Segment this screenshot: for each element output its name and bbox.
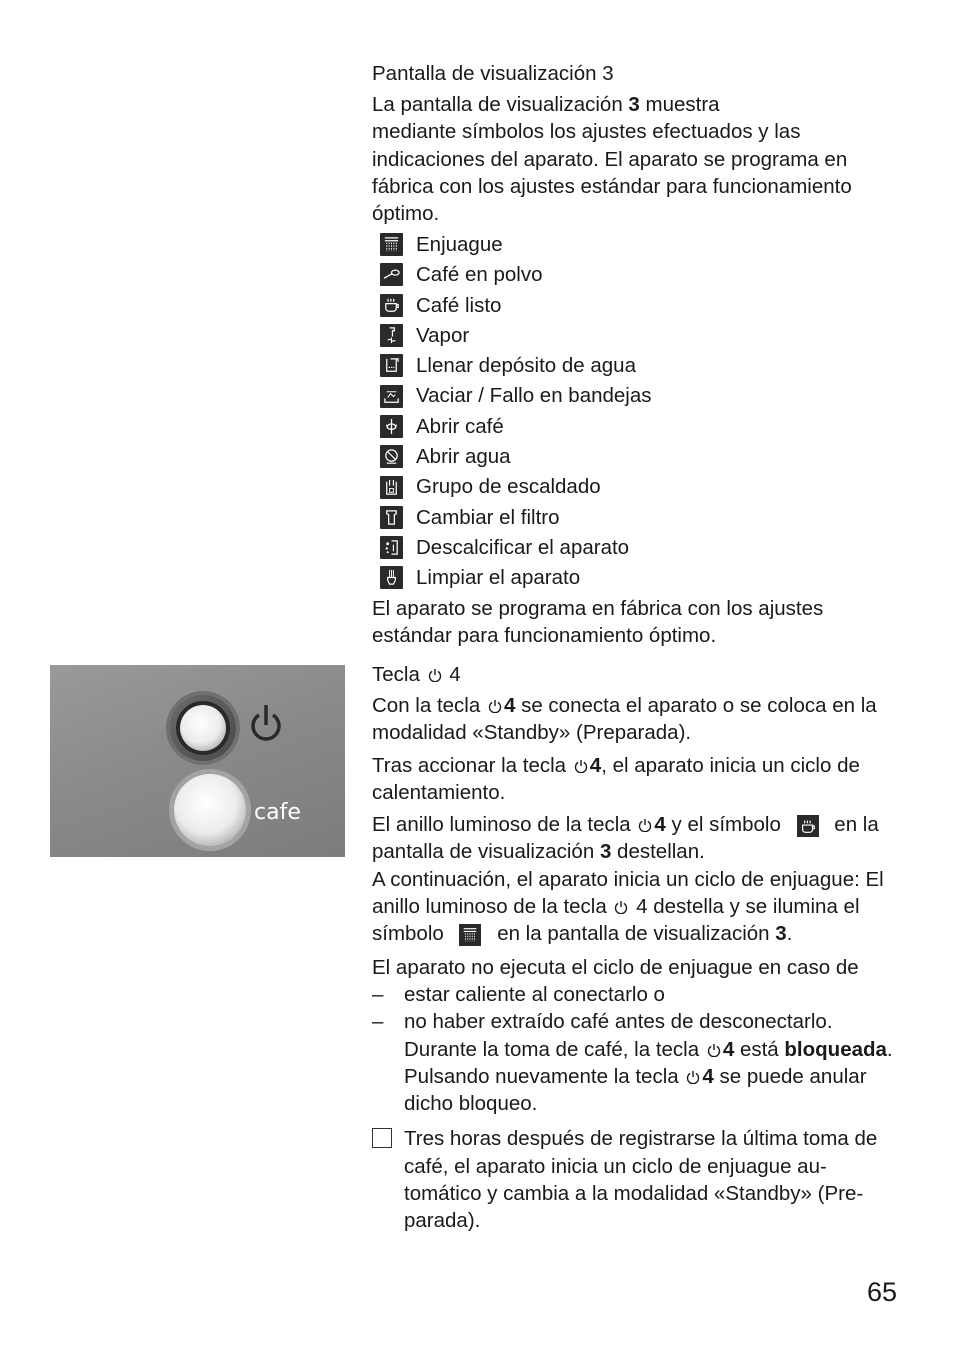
power-icon (638, 818, 652, 832)
cafe-label: cafe (254, 800, 301, 825)
coffee-ready-icon (380, 294, 403, 317)
power-icon (614, 900, 628, 914)
symbol-row (380, 290, 902, 320)
symbol-list (380, 229, 902, 593)
brewing-unit-icon (380, 476, 403, 499)
note-block: Tres horas después de registrarse la última toma de café, el aparato inicia un ciclo de enjuague au- tomático y cambia a la modalidad «Standby» (Pre- parada). (372, 1125, 902, 1234)
symbol-label: Café en polvo (416, 263, 543, 287)
power-icon (574, 759, 588, 773)
symbol-row (380, 320, 902, 350)
power-icon (253, 705, 279, 739)
change-filter-icon (380, 506, 403, 529)
symbol-label: Grupo de escaldado (416, 475, 601, 499)
intro-paragraph: La pantalla de visualización 3 muestra mediante símbolos los ajustes efectuados y las indicaciones del aparato. El aparato se programa en fábrica con los ajustes estándar para funcionamiento óptimo. (372, 93, 852, 226)
steam-icon (380, 324, 403, 347)
paragraph-conditions: El aparato no ejecuta el ciclo de enjuague en caso de (372, 955, 859, 979)
rinse-icon (459, 924, 481, 946)
symbol-row (380, 442, 902, 472)
outro-paragraph: El aparato se programa en fábrica con los ajustes estándar para funcionamiento óptimo. (372, 597, 824, 648)
symbol-label: Café listo (416, 293, 502, 317)
control-panel-photo (50, 665, 345, 857)
symbol-label: Vapor (416, 323, 470, 347)
symbol-row (380, 381, 902, 411)
conditions-list (372, 981, 902, 1117)
paragraph-heating: Tras accionar la tecla 4, el aparato inicia un ciclo de calentamiento. (372, 753, 860, 804)
symbol-label: Limpiar el aparato (416, 566, 581, 590)
power-icon (707, 1043, 721, 1057)
note-box-icon (372, 1128, 392, 1148)
symbol-label: Cambiar el filtro (416, 505, 560, 529)
clean-icon (380, 566, 403, 589)
symbol-row (380, 229, 902, 259)
drip-tray-icon (380, 385, 403, 408)
descale-icon (380, 536, 403, 559)
power-icon (686, 1070, 700, 1084)
symbol-label: Vaciar / Fallo en bandejas (416, 384, 652, 408)
symbol-label: Enjuague (416, 232, 503, 256)
coffee-ready-icon (797, 815, 819, 837)
symbol-row (380, 260, 902, 290)
ground-coffee-icon (380, 263, 403, 286)
open-coffee-icon (380, 415, 403, 438)
list-item: – estar caliente al conectarlo o (372, 982, 665, 1006)
symbol-row (380, 502, 902, 532)
power-key-section (372, 661, 902, 1235)
open-water-icon (380, 445, 403, 468)
paragraph-connect: Con la tecla 4 se conecta el aparato o se coloca en la modalidad «Standby» (Preparada). (372, 694, 877, 745)
page-number: 65 (866, 1277, 897, 1307)
section-title: Pantalla de visualización 3 (372, 62, 614, 85)
paragraph-ring: El anillo luminoso de la tecla 4 y el símbolo en la pantalla de visualización 3 destellan. (372, 813, 879, 864)
symbol-label: Abrir agua (416, 445, 511, 469)
symbol-label: Llenar depósito de agua (416, 354, 636, 378)
symbol-label: Descalcificar el aparato (416, 535, 630, 559)
power-icon (428, 668, 442, 682)
power-icon (488, 699, 502, 713)
symbol-row (380, 532, 902, 562)
paragraph-rinse: A continuación, el aparato inicia un ciclo de enjuague: El anillo luminoso de la tecla 4 destella y se ilumina el símbolo en la pantalla de visualización 3. (372, 867, 884, 946)
power-key-title: Tecla 4 (372, 663, 461, 686)
symbol-row (380, 563, 902, 593)
rinse-icon (380, 233, 403, 256)
symbol-row (380, 351, 902, 381)
symbol-label: Abrir café (416, 414, 504, 438)
display-section (372, 60, 902, 650)
water-tank-icon (380, 354, 403, 377)
power-button[interactable] (180, 705, 226, 751)
cafe-button[interactable] (174, 774, 246, 846)
symbol-row (380, 472, 902, 502)
list-item: – no haber extraído café antes de desconectarlo. Durante la toma de café, la tecla 4 está bloqueada. Pulsando nuevamente la tecla 4 se puede anular dicho bloqueo. (372, 1010, 893, 1116)
control-panel-illustration (50, 665, 345, 857)
symbol-row (380, 411, 902, 441)
